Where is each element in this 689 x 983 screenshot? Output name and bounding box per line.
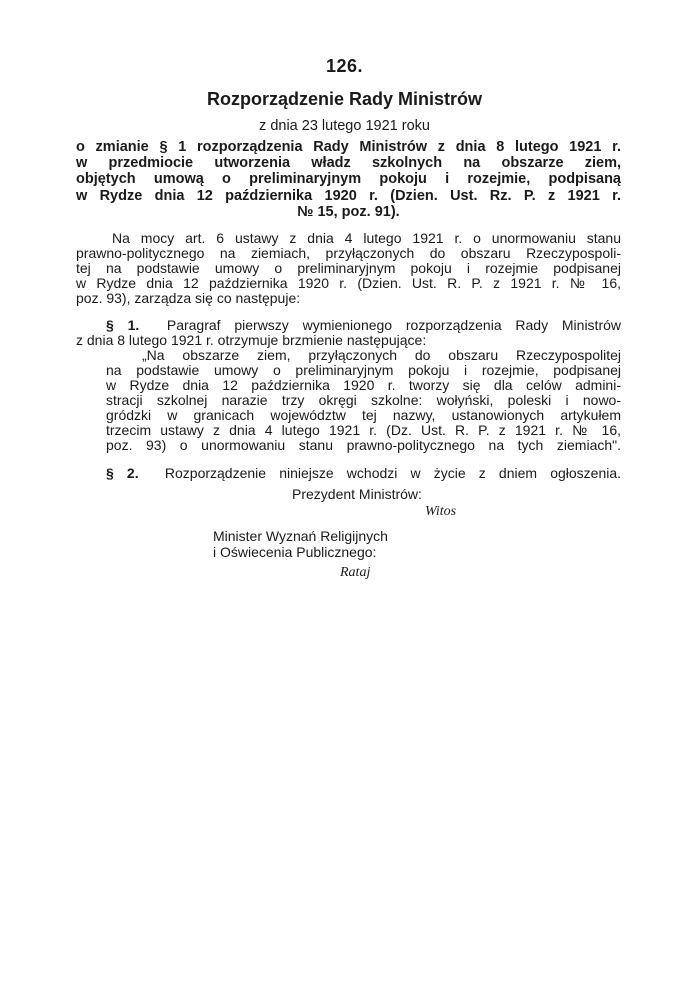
minister-title-line: i Oświecenia Publicznego: (213, 544, 377, 560)
section-1-label: § 1. (106, 317, 140, 333)
subject-line: № 15, poz. 91). (297, 203, 400, 220)
section-2 (76, 466, 621, 481)
section-1-first-line (76, 318, 621, 333)
minister-title (213, 528, 388, 560)
quoted-line: „Na obszarze ziem, przyłączonych do obszaru Rzeczypospolitej (142, 347, 621, 363)
document-subject (76, 139, 621, 220)
quoted-line: poz. 93) o unormowaniu stanu prawno-politycznego na tych ziemiach". (106, 437, 621, 453)
section-2-label: § 2. (106, 465, 139, 481)
page-number: 126. (325, 56, 364, 76)
preamble-line: w Rydze dnia 12 października 1920 r. (Dzien. Ust. R. P. z 1921 r. № 16, (76, 275, 621, 291)
subject-line: o zmianie § 1 rozporządzenia Rady Ministrów z dnia 8 lutego 1921 r. (76, 139, 621, 155)
document-date: z dnia 23 lutego 1921 roku (259, 118, 430, 134)
preamble-line: prawno-politycznego na ziemiach, przyłączonych do obszaru Rzeczypospoli- (76, 245, 621, 261)
quoted-line: stracji szkolnej narazie trzy okręgi szkolne: wołyński, poleski i nowo- (106, 392, 621, 408)
section-2-line (76, 466, 621, 481)
subject-line: objętych umową o preliminaryjnym pokoju i rozejmie, podpisaną (76, 171, 621, 188)
minister-signature: Rataj (340, 565, 371, 580)
preamble-line: poz. 93), zarządza się co następuje: (76, 290, 301, 306)
document-title: Rozporządzenie Rady Ministrów (206, 89, 483, 109)
preamble-line: Na mocy art. 6 ustawy z dnia 4 lutego 1921 r. o unormowaniu stanu (112, 230, 621, 246)
quoted-line: trzecim ustawy z dnia 4 lutego 1921 r. (Dz. Ust. R. P. z 1921 r. № 16, (106, 422, 621, 438)
prime-minister-signature: Witos (425, 504, 457, 519)
quoted-line: w Rydze dnia 12 października 1920 r. tworzy się dla celów admini- (106, 377, 621, 393)
quoted-line: na podstawie umowy o preliminaryjnym pokoju i rozejmie, podpisanej (106, 362, 621, 378)
section-1 (76, 318, 621, 453)
subject-line: w przedmiocie utworzenia władz szkolnych na obszarze ziem, (76, 155, 621, 172)
prime-minister-title: Prezydent Ministrów: (292, 486, 422, 502)
preamble-line: tej na podstawie umowy o preliminaryjnym pokoju i rozejmie podpisanej (76, 260, 621, 276)
section-2-text: Rozporządzenie niniejsze wchodzi w życie z dniem ogłoszenia. (164, 465, 622, 481)
section-1-line: z dnia 8 lutego 1921 r. otrzymuje brzmienie następujące: (76, 332, 427, 348)
subject-line: w Rydze dnia 12 października 1920 r. (Dzien. Ust. Rz. P. z 1921 r. (76, 187, 621, 204)
preamble-paragraph (76, 231, 621, 306)
quoted-line: gródzki w granicach województw tej nazwy, ustanowionych artykułem (106, 407, 621, 423)
section-1-text: Paragraf pierwszy wymienionego rozporządzenia Rady Ministrów (166, 317, 621, 333)
minister-title-line: Minister Wyznań Religijnych (213, 528, 388, 544)
